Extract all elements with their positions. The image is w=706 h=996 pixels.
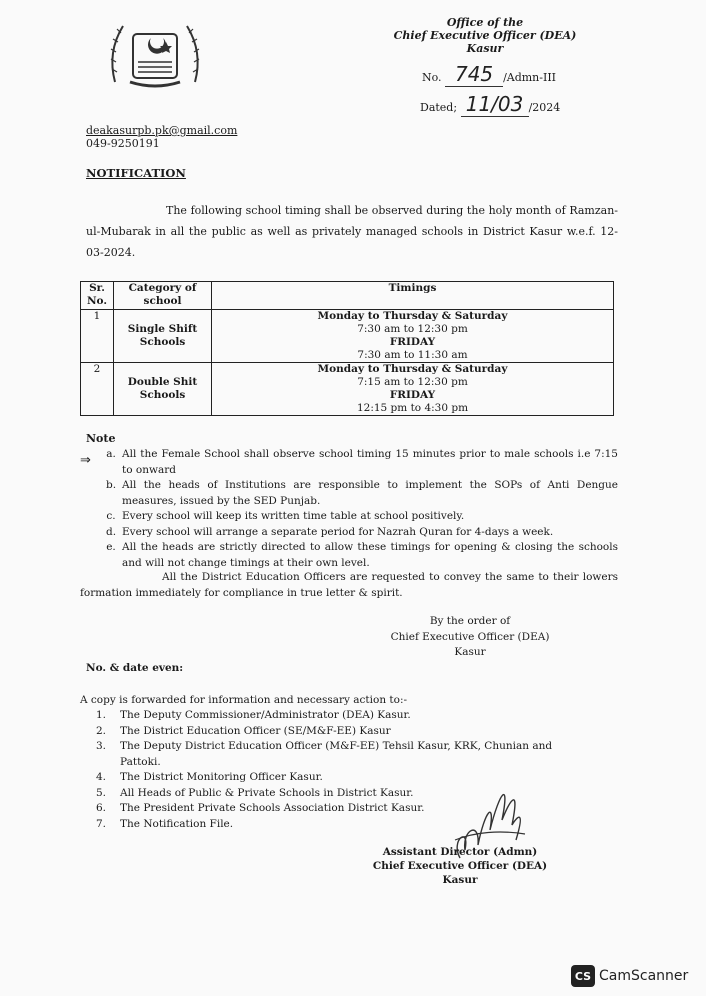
table-header-row [81, 282, 614, 310]
copy-text: The District Monitoring Officer Kasur. [120, 771, 323, 783]
row2-timings [212, 363, 614, 416]
office-line1: Office of the [446, 16, 524, 29]
row1-days: Monday to Thursday & Saturday [317, 310, 508, 322]
copy-text: The Deputy Commissioner/Administrator (DEA) Kasur. [120, 709, 411, 721]
order-line1: By the order of [429, 615, 511, 627]
note-title: Note [86, 432, 116, 445]
copy-text: The Notification File. [120, 817, 234, 830]
copy-number: 6. [96, 802, 107, 814]
camscanner-watermark [571, 965, 688, 987]
row1-sr: 1 [81, 310, 114, 363]
row1-category: Single Shift Schools [114, 310, 212, 363]
note-list [100, 447, 618, 571]
header-category: Category of school [114, 282, 212, 310]
row1-time1: 7:30 am to 12:30 pm [357, 323, 468, 335]
note-text: Every school will keep its written time table at school positively. [122, 510, 465, 522]
row1-time2: 7:30 am to 11:30 am [357, 349, 468, 361]
ref-prefix: No. [422, 71, 442, 84]
intro-paragraph: The following school timing shall be observed during the holy month of Ramzan-ul-Mubarak in all the public as well as privately managed schools in District Kasur w.e.f. 12-03-2024. [86, 204, 618, 259]
header-sr: Sr. No. [81, 282, 114, 310]
note-letter: e. [106, 541, 116, 553]
row2-sr: 2 [81, 363, 114, 416]
row2-time1: 7:15 am to 12:30 pm [357, 376, 468, 388]
copy-number: 3. [96, 740, 107, 752]
table-row [81, 363, 614, 416]
note-letter: d. [105, 525, 117, 538]
by-order-block [380, 614, 560, 661]
dated-day-month: 11/03 [461, 92, 529, 117]
note-text: Every school will arrange a separate period for Nazrah Quran for 4-days a week. [122, 525, 554, 538]
note-letter: b. [105, 479, 117, 491]
office-line3: Kasur [466, 42, 504, 55]
header-timings: Timings [212, 282, 614, 310]
list-item [100, 447, 618, 478]
copy-text: The President Private Schools Association District Kasur. [120, 802, 425, 814]
list-item [100, 540, 618, 571]
dated-label: Dated; [420, 101, 458, 114]
camscanner-badge-icon: CS [571, 965, 595, 987]
list-item [100, 478, 618, 509]
order-line3: Kasur [454, 646, 486, 658]
copy-text: The District Education Officer (SE/M&F-EE) Kasur [120, 724, 391, 737]
forwarded-line: A copy is forwarded for information and necessary action to:- [80, 694, 408, 706]
note-letter: c. [106, 510, 116, 522]
order-line2: Chief Executive Officer (DEA) [390, 630, 550, 643]
row2-category: Double Shit Schools [114, 363, 212, 416]
dated-year: /2024 [528, 101, 561, 114]
reference-number [422, 62, 556, 87]
email-address: deakasurpb.pk@gmail.com [86, 124, 238, 137]
ref-suffix: /Admn-III [503, 71, 557, 84]
arrow-right-icon: ⇒ [80, 453, 91, 468]
copy-number: 1. [96, 709, 107, 721]
copy-number: 7. [96, 817, 107, 830]
row1-friday: FRIDAY [389, 336, 436, 348]
list-item [96, 739, 596, 770]
copy-number: 2. [96, 724, 107, 737]
note-letter: a. [106, 448, 116, 460]
list-item [100, 525, 618, 541]
camscanner-label: CamScanner [599, 968, 689, 984]
row1-timings [212, 310, 614, 363]
copy-number: 4. [96, 771, 107, 783]
ref-number: 745 [445, 62, 503, 87]
row2-friday: FRIDAY [389, 389, 436, 401]
list-item [100, 509, 618, 525]
signatory-office: Chief Executive Officer (DEA) [372, 860, 548, 872]
list-item [96, 708, 596, 724]
office-header [380, 16, 590, 55]
table-row [81, 310, 614, 363]
no-date-even: No. & date even: [86, 662, 184, 674]
row2-days: Monday to Thursday & Saturday [317, 363, 508, 375]
signature-block [360, 845, 560, 887]
dated-line [420, 92, 560, 117]
note-text: All the heads are strictly directed to allow these timings for opening & closing the schools and will not change timings at their own level. [122, 541, 618, 569]
list-item [96, 724, 596, 740]
note-text: All the Female School shall observe school timing 15 minutes prior to male schools i.e 7:15 to onward [122, 448, 618, 476]
signatory-title: Assistant Director (Admn) [382, 846, 538, 858]
row2-time2: 12:15 pm to 4:30 pm [356, 402, 469, 414]
office-line2: Chief Executive Officer (DEA) [393, 29, 577, 42]
contact-block [86, 124, 237, 150]
timings-table [80, 281, 614, 416]
copy-number: 5. [96, 786, 107, 799]
note-text: All the heads of Institutions are responsible to implement the SOPs of Anti Dengue measures, issued by the SED Punjab. [122, 479, 618, 507]
signatory-place: Kasur [442, 874, 478, 886]
notification-heading: NOTIFICATION [86, 166, 186, 180]
copy-text: All Heads of Public & Private Schools in District Kasur. [120, 786, 414, 799]
closing-paragraph: All the District Education Officers are requested to convey the same to their lowers formation immediately for compliance in true letter & spirit. [80, 571, 618, 599]
copy-text: The Deputy District Education Officer (M&F-EE) Tehsil Kasur, KRK, Chunian and Pattoki. [120, 740, 553, 768]
phone-number: 049-9250191 [86, 137, 160, 150]
punjab-emblem-logo [105, 12, 205, 90]
